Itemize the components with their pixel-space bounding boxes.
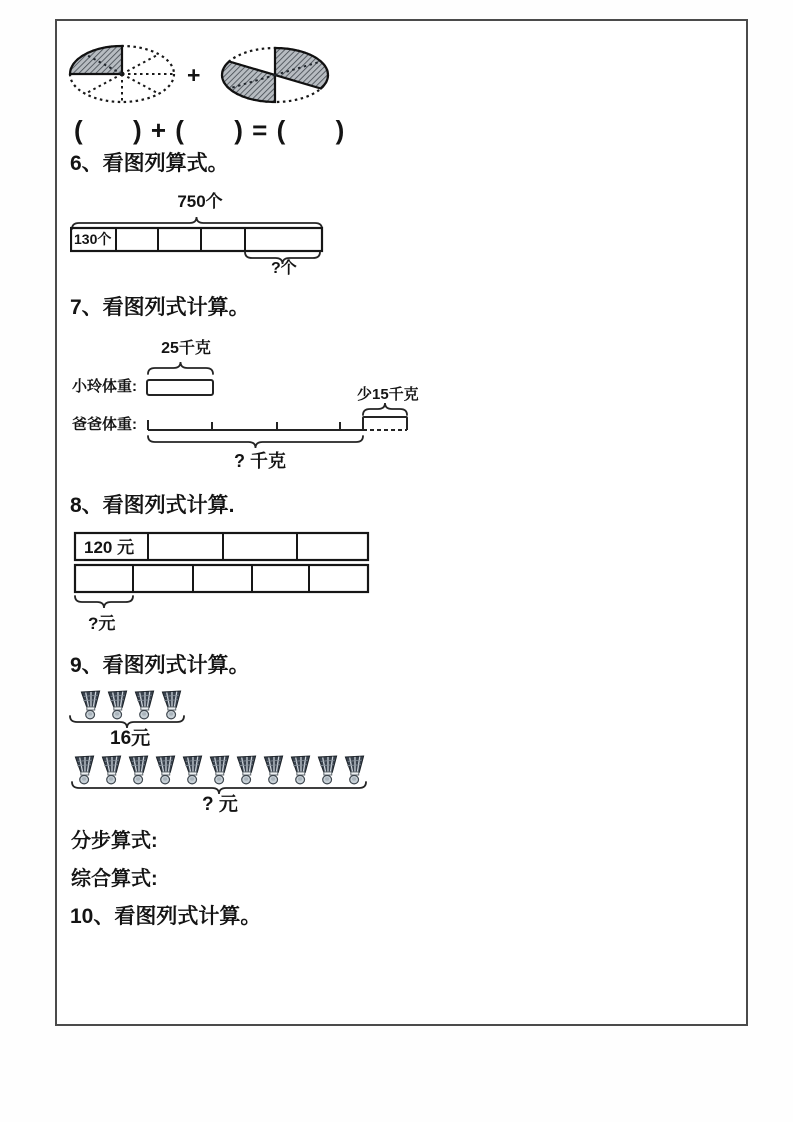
plus-sign: + [187, 62, 201, 88]
pie2-shaded-upper-right [275, 48, 328, 89]
q8-bottom-bar [75, 565, 368, 592]
q7-25kg-brace [148, 362, 213, 374]
q9-row1-price-label: 16元 [110, 728, 151, 749]
q7-question-label: ? 千克 [234, 451, 286, 471]
combined-equation-label: 综合算式: [71, 868, 158, 890]
q7-heading: 7、看图列式计算。 [70, 296, 250, 319]
q9-row2-price-label: ? 元 [202, 794, 238, 815]
q7-question-brace [148, 436, 363, 448]
q6-total-label: 750个 [177, 192, 223, 211]
q8-heading: 8、看图列式计算. [70, 494, 235, 517]
q7-less-label: 少15千克 [357, 386, 419, 403]
q7-xiaoling-bar [147, 380, 213, 395]
q8-question-brace [75, 596, 133, 608]
q8-question-label: ?元 [88, 614, 116, 633]
q7-less15kg-brace [363, 403, 407, 415]
pie1-shaded-quarter [70, 46, 122, 74]
pie2-shaded-lower-left [222, 62, 275, 103]
pie-chart-2 [220, 46, 330, 106]
q6-heading: 6、看图列算式。 [70, 152, 229, 175]
fraction-equation: ( ) + ( ) = ( ) [74, 115, 346, 145]
q6-question-label: ?个 [271, 260, 297, 277]
q10-heading: 10、看图列式计算。 [70, 905, 262, 928]
q9-heading: 9、看图列式计算。 [70, 654, 250, 677]
q7-row2-label: 爸爸体重: [72, 416, 137, 433]
q7-brace-label: 25千克 [161, 340, 211, 357]
q7-less15kg-box [363, 417, 407, 430]
q6-first-cell-label: 130个 [74, 231, 112, 247]
q7-row1-label: 小玲体重: [72, 378, 137, 395]
q8-first-cell-label: 120 元 [84, 538, 135, 557]
step-equation-label: 分步算式: [71, 830, 158, 852]
pie-chart-1 [68, 44, 178, 106]
